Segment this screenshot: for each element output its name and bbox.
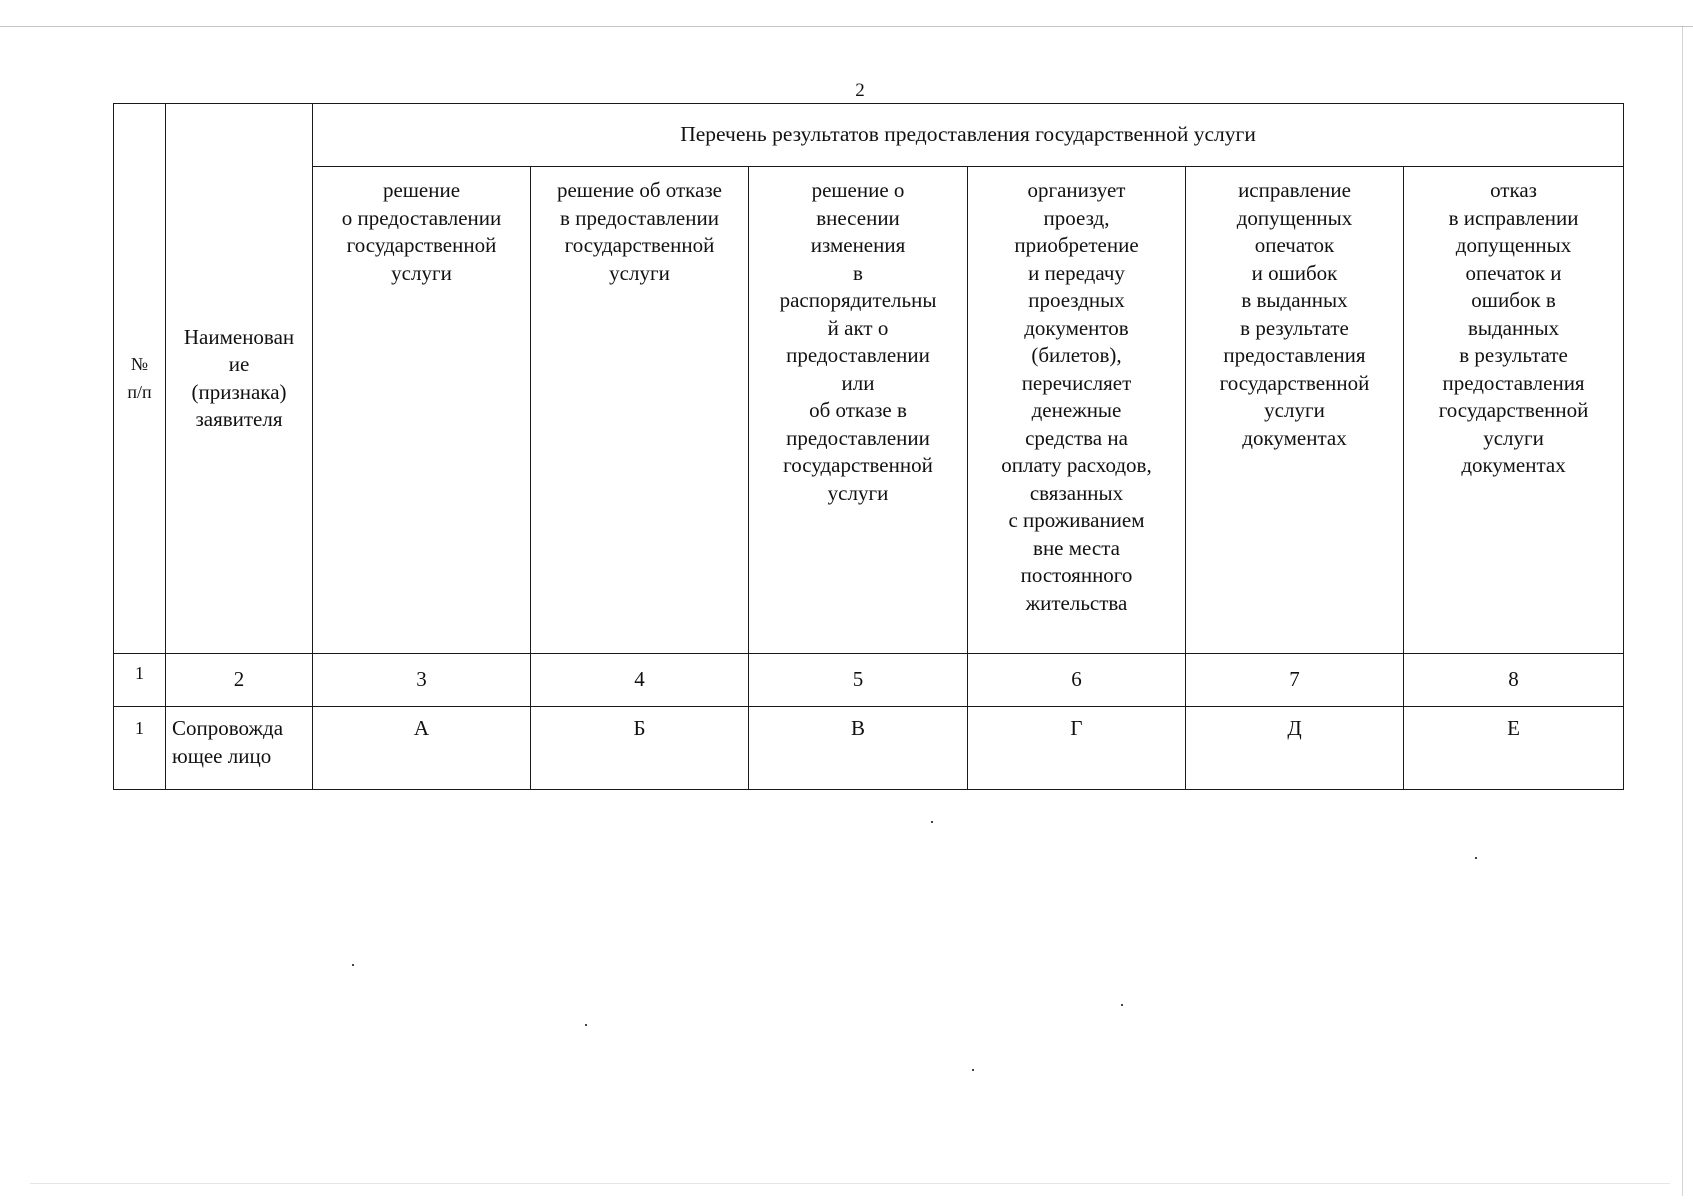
table-row	[114, 707, 1624, 790]
column-number: 4	[531, 654, 749, 707]
row-result-value: Д	[1186, 707, 1404, 790]
row-result-value: Е	[1404, 707, 1624, 790]
column-number: 3	[313, 654, 531, 707]
header-result-label: отказ в исправлении допущенных опечаток и ошибок в выданных в результате предоставления государственной услуги документах	[1438, 178, 1589, 477]
scan-border-top	[0, 26, 1693, 27]
scan-border-bottom	[30, 1183, 1670, 1184]
row-number: 1	[114, 707, 166, 790]
header-result-col-5	[749, 167, 968, 654]
column-number: 7	[1186, 654, 1404, 707]
column-number: 6	[968, 654, 1186, 707]
row-applicant-name: Сопровожда ющее лицо	[166, 707, 313, 790]
scan-border-right	[1682, 26, 1683, 1196]
row-result-value: В	[749, 707, 968, 790]
row-result-value: Б	[531, 707, 749, 790]
column-number: 1	[114, 654, 166, 707]
results-table	[113, 103, 1624, 790]
page-number: 2	[855, 80, 865, 101]
column-number: 2	[166, 654, 313, 707]
header-result-label: исправление допущенных опечаток и ошибок в выданных в результате предоставления государственной услуги документах	[1219, 178, 1370, 450]
header-result-col-7	[1186, 167, 1404, 654]
header-result-label: решение об отказе в предоставлении государственной услуги	[556, 178, 723, 285]
column-number: 8	[1404, 654, 1624, 707]
header-result-label: решение о внесении изменения в распорядительны й акт о предоставлении или об отказе в предоставлении государственной услуги	[779, 178, 937, 505]
scan-speck	[1121, 1004, 1123, 1006]
header-result-col-6	[968, 167, 1186, 654]
header-result-col-3	[313, 167, 531, 654]
row-result-value: А	[313, 707, 531, 790]
header-result-col-4	[531, 167, 749, 654]
header-result-label: решение о предоставлении государственной услуги	[341, 178, 502, 285]
header-result-label: организует проезд, приобретение и передачу проездных документов (билетов), перечисляет денежные средства на оплату расходов, связанных с проживанием вне места постоянного жительства	[1001, 178, 1152, 615]
row-result-value: Г	[968, 707, 1186, 790]
header-applicant-name: Наименован ие (признака) заявителя	[166, 104, 313, 654]
scan-speck	[585, 1024, 587, 1026]
scan-speck	[1475, 857, 1477, 859]
scan-speck	[352, 964, 354, 966]
column-number: 5	[749, 654, 968, 707]
header-number: № п/п	[114, 104, 166, 654]
scan-speck	[972, 1069, 974, 1071]
header-results-group: Перечень результатов предоставления государственной услуги	[313, 104, 1624, 167]
header-result-col-8	[1404, 167, 1624, 654]
scan-speck	[931, 821, 933, 823]
column-number-row	[114, 654, 1624, 707]
